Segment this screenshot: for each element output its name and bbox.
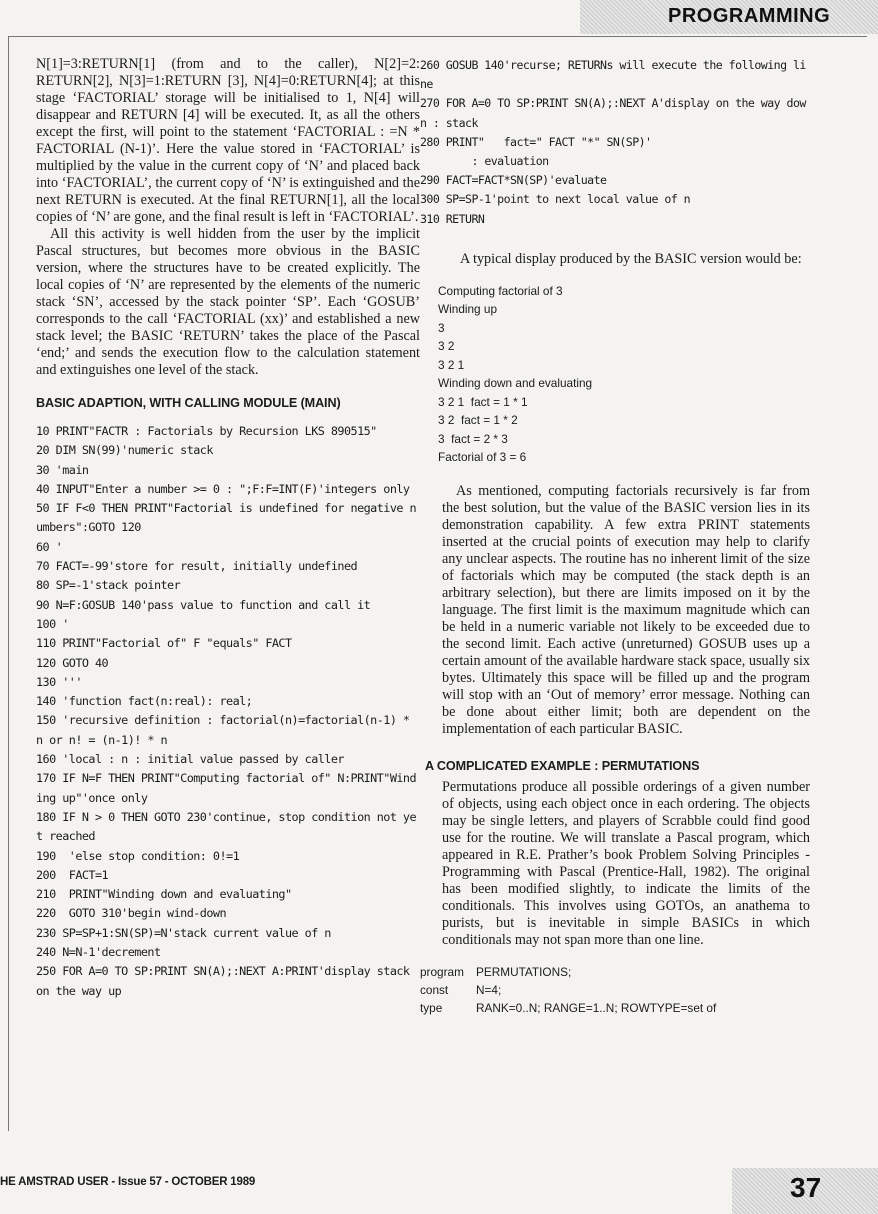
- code-line: 50 IF F<0 THEN PRINT"Factorial is undefined for negative numbers":GOTO 120: [36, 501, 417, 535]
- pascal-line: [420, 963, 810, 981]
- display-line: 3 fact = 2 * 3: [438, 431, 508, 446]
- pascal-line: [420, 981, 810, 999]
- subheading-basic-adaption: BASIC ADAPTION, WITH CALLING MODULE (MAIN): [36, 396, 341, 410]
- paragraph-as-mentioned: As mentioned, computing factorials recursively is far from the best solution, but the value of the BASIC version lies in its demonstration capability. A few extra PRINT statements inserted at the crucial points of execution may help to clarify any unclear aspects. The routine has no inherent limit of the size of factorials which may be computed (the stack depth is an arbitrary selection), but there are limits imposed on it by the language. The first limit is the maximum magnitude which can be held in a numeric variable not likely to be exceeded due to the second limit. Each active (unreturned) GOSUB uses up a certain amount of the available hardware stack space, usually six bytes. Ultimately this space will be filled up and the program will stop with an ‘Out of memory’ error message. Nothing can be done about either limit; both are dependent on the implementation of each particular BASIC.: [442, 482, 810, 737]
- code-line: 260 GOSUB 140'recurse; RETURNs will execute the following line: [420, 58, 806, 92]
- display-line: 3 2 1 fact = 1 * 1: [438, 394, 528, 409]
- display-line: Computing factorial of 3: [438, 283, 563, 298]
- display-line: 3 2 1: [438, 357, 465, 372]
- basic-code-listing: [36, 422, 420, 1001]
- display-line: Factorial of 3 = 6: [438, 450, 527, 465]
- subheading-permutations: A COMPLICATED EXAMPLE : PERMUTATIONS: [425, 758, 700, 773]
- code-line: 220 GOTO 310'begin wind-down: [36, 906, 227, 921]
- display-line: 3 2 fact = 1 * 2: [438, 413, 518, 428]
- code-line: 130 ''': [36, 674, 82, 689]
- footer-publication: HE AMSTRAD USER - Issue 57 - OCTOBER 1989: [0, 1176, 256, 1188]
- pascal-keyword: const: [420, 982, 449, 997]
- code-line: 300 SP=SP-1'point to next local value of n: [420, 192, 691, 207]
- code-line: 180 IF N > 0 THEN GOTO 230'continue, stop condition not yet reached: [36, 809, 417, 844]
- code-line: 120 GOTO 40: [36, 655, 109, 670]
- code-line: 290 FACT=FACT*SN(SP)'evaluate: [420, 173, 607, 188]
- sample-display-output: [438, 282, 810, 467]
- pascal-statement: RANK=0..N; RANGE=1..N; ROWTYPE=set of: [476, 1000, 717, 1015]
- code-line: 10 PRINT"FACTR : Factorials by Recursion LKS 890515": [36, 424, 377, 438]
- code-line: 20 DIM SN(99)'numeric stack: [36, 443, 213, 458]
- right-column: [420, 56, 810, 1017]
- code-line: 160 'local : n : initial value passed by caller: [36, 752, 344, 767]
- display-line: Winding up: [438, 302, 498, 317]
- code-line: 80 SP=-1'stack pointer: [36, 578, 181, 593]
- display-line: Winding down and evaluating: [438, 376, 593, 391]
- pascal-keyword: program: [420, 964, 464, 979]
- paragraph-recursion-trace: N[1]=3:RETURN[1] (from and to the caller), N[2]=2: RETURN[2], N[3]=1:RETURN [3], N[4]=0:RETURN[4]; at this stage ‘FACTORIAL’ storage will be initialised to 1, N[4] will disappear and RETURN [4] will be executed. It, as all the others except the first, will point to the statement ‘FACTORIAL : =N * FACTORIAL (N-1)’. Here the value stored in ‘FACTORIAL’ is multiplied by the value in the current copy of ‘N’ and placed back into ‘FACTORIAL’, the current copy of ‘N’ is extinguished and the next RETURN is executed. At the final RETURN[1], all the local copies of ‘N’ are gone, and the final result is left in ‘FACTORIAL’.: [36, 56, 420, 225]
- pascal-statement: PERMUTATIONS;: [476, 964, 572, 979]
- display-line: 3 2: [438, 339, 455, 354]
- page-number: 37: [790, 1172, 822, 1203]
- display-line: 3: [438, 320, 445, 335]
- paragraph-permutations: Permutations produce all possible orderings of a given number of objects, using each object once in each ordering. The objects may be single letters, and players of Scrabble could find good use for the routine. We will translate a Pascal program, which appeared in R.E. Prather’s book Problem Solving Principles - Programming with Pascal (Prentice-Hall, 1982). The original has been modified slightly, to indicate the limits of the conditionals. This involves using GOTOs, an anathema to purists, but is inevitable in simple BASICs in which conditionals may not span more than one line.: [442, 778, 810, 948]
- code-line: 240 N=N-1'decrement: [36, 945, 161, 960]
- code-line: 310 RETURN: [420, 211, 485, 226]
- code-line: 200 FACT=1: [36, 867, 109, 882]
- left-column: [36, 56, 420, 1001]
- pascal-listing: [420, 963, 810, 1017]
- code-line: 250 FOR A=0 TO SP:PRINT SN(A);:NEXT A:PRINT'display stack on the way up: [36, 964, 417, 998]
- section-title: PROGRAMMING: [668, 5, 831, 27]
- code-line: 40 INPUT"Enter a number >= 0 : ";F:F=INT(F)'integers only: [36, 481, 410, 496]
- code-line: 210 PRINT"Winding down and evaluating": [36, 887, 292, 902]
- code-line: 170 IF N=F THEN PRINT"Computing factorial of" N:PRINT"Winding up"'once only: [36, 771, 417, 805]
- code-line: 70 FACT=-99'store for result, initially undefined: [36, 559, 358, 574]
- code-line: 190 'else stop condition: 0!=1: [36, 848, 240, 863]
- pascal-statement: N=4;: [476, 982, 502, 997]
- basic-code-listing-continued: [420, 56, 810, 229]
- pascal-keyword: type: [420, 1000, 443, 1015]
- code-line: 270 FOR A=0 TO SP:PRINT SN(A);:NEXT A'display on the way down : stack: [420, 96, 806, 130]
- code-line: 150 'recursive definition : factorial(n)=factorial(n-1) * n or n! = (n-1)! * n: [36, 713, 417, 747]
- pascal-line: [420, 999, 810, 1017]
- code-line: 90 N=F:GOSUB 140'pass value to function and call it: [36, 597, 371, 612]
- code-line: : evaluation: [420, 154, 549, 169]
- code-line: 100 ': [36, 616, 69, 631]
- paragraph-pascal-structures: All this activity is well hidden from the user by the implicit Pascal structures, but becomes more obvious in the BASIC version, where the structures have to be created explicitly. The local copies of ‘N’ are represented by the elements of the numeric stack ‘SN’, accessed by the stack pointer ‘SP’. Each ‘GOSUB’ corresponds to the call ‘FACTORIAL (xx)’ and established a new stack level; the BASIC ‘RETURN’ takes the place of the Pascal ‘end;’ and sends the execution flow to the calculation statement and extinguishes one level of the stack.: [36, 226, 420, 378]
- code-line: 230 SP=SP+1:SN(SP)=N'stack current value of n: [36, 925, 331, 940]
- code-line: 140 'function fact(n:real): real;: [36, 694, 253, 709]
- code-line: 110 PRINT"Factorial of" F "equals" FACT: [36, 636, 292, 651]
- code-line: 280 PRINT" fact=" FACT "*" SN(SP)': [420, 134, 652, 149]
- code-line: 30 'main: [36, 462, 89, 477]
- code-line: 60 ': [36, 539, 63, 554]
- display-intro: A typical display produced by the BASIC version would be:: [460, 250, 802, 267]
